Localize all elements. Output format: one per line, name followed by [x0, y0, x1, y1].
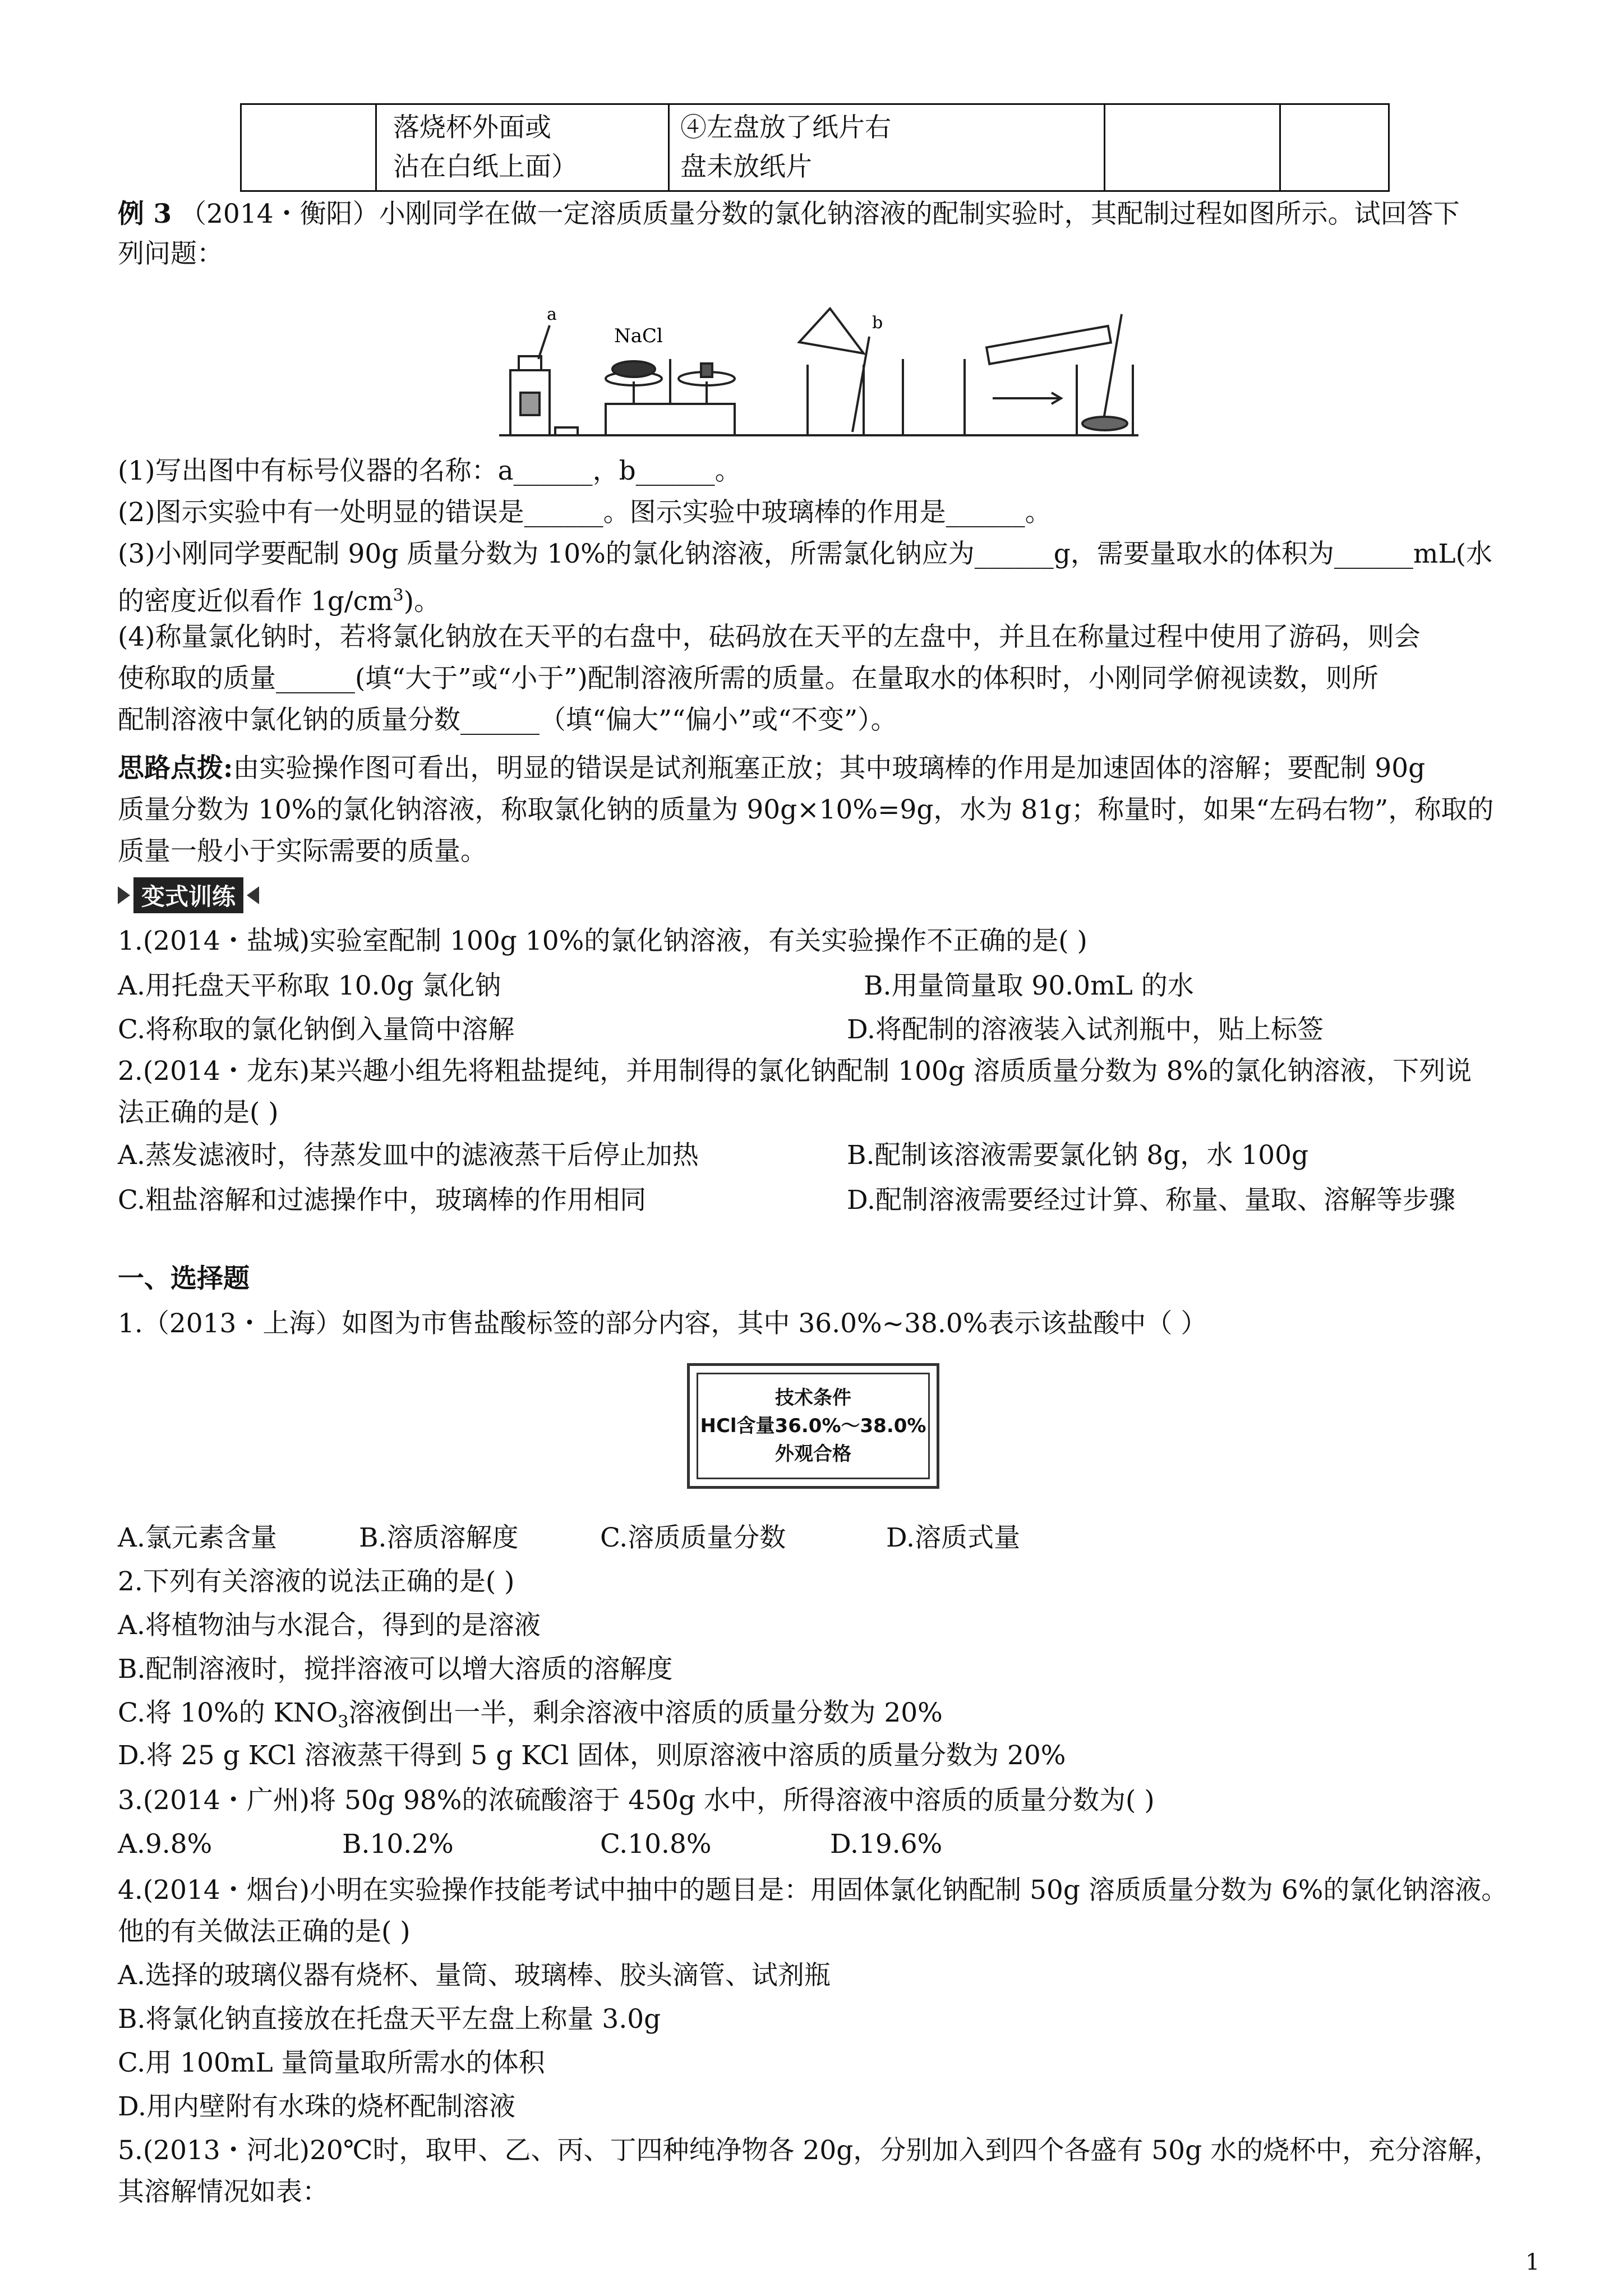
s1-q2: 2.下列有关溶液的说法正确的是( )	[118, 1566, 515, 1597]
hint: 思路点拨:由实验操作图可看出，明显的错误是试剂瓶塞正放；其中玻璃棒的作用是加速固体的溶解；要配制 90g	[118, 753, 1426, 784]
option: A.用托盘天平称取 10.0g 氯化钠	[118, 970, 501, 1001]
spoon-a	[538, 325, 550, 359]
balance	[606, 404, 735, 435]
variant-q2: 2.(2014・龙东)某兴趣小组先将粗盐提纯，并用制得的氯化钠配制 100g 溶质质量分数为 8%的氯化钠溶液，下列说	[118, 1056, 1472, 1087]
option: B.配制溶液时，搅拌溶液可以增大溶质的溶解度	[118, 1654, 673, 1685]
option: A.将植物油与水混合，得到的是溶液	[118, 1610, 541, 1641]
table-cell: ④左盘放了纸片右 盘未放纸片	[680, 112, 891, 182]
option: C.10.8%	[600, 1829, 712, 1860]
s1-q3: 3.(2014・广州)将 50g 98%的浓硫酸溶于 450g 水中，所得溶液中溶质的质量分数为( )	[118, 1785, 1155, 1816]
option: B.10.2%	[342, 1829, 454, 1860]
section-title: 一、选择题	[118, 1263, 250, 1294]
option: D.溶质式量	[886, 1522, 1020, 1553]
table-divider	[1279, 105, 1281, 190]
triangle-right-icon	[118, 886, 130, 904]
option: D.用内壁附有水珠的烧杯配制溶液	[118, 2091, 515, 2122]
s1-q4-cont: 他的有关做法正确的是( )	[118, 1916, 411, 1947]
variant-q2-cont: 法正确的是( )	[118, 1097, 279, 1128]
figure-label-a: a	[547, 305, 557, 324]
hint-label: 思路点拨:	[118, 753, 233, 784]
option: D.配制溶液需要经过计算、称量、量取、溶解等步骤	[847, 1185, 1455, 1216]
figure-label-nacl: NaCl	[614, 325, 663, 347]
glass-rod	[1102, 314, 1122, 429]
option: D.19.6%	[830, 1829, 943, 1860]
experiment-figure	[494, 303, 1144, 443]
variant-q1: 1.(2014・盐城)实验室配制 100g 10%的氯化钠溶液，有关实验操作不正确的是( )	[118, 926, 1087, 956]
option: C.用 100mL 量筒量取所需水的体积	[118, 2047, 545, 2078]
option: C.粗盐溶解和过滤操作中，玻璃棒的作用相同	[118, 1185, 647, 1216]
option: A.选择的玻璃仪器有烧杯、量筒、玻璃棒、胶头滴管、试剂瓶	[118, 1960, 831, 1991]
s1-q5-cont: 其溶解情况如表：	[118, 2177, 329, 2207]
top-table-fragment	[240, 103, 1390, 192]
example3-intro-cont: 列问题：	[118, 238, 223, 269]
beaker	[808, 365, 864, 435]
page-number: 1	[1525, 2249, 1540, 2275]
figure-label-b: b	[872, 313, 883, 333]
beaker	[903, 359, 965, 435]
example3-q4-cont: 使称取的质量______(填“大于”或“小于”)配制溶液所需的质量。在量取水的体积时，小刚同学俯视读数，则所	[118, 663, 1378, 694]
table-divider	[1104, 105, 1105, 190]
example3-q4-cont: 配制溶液中氯化钠的质量分数______（填“偏大”“偏小”或“不变”）。	[118, 705, 897, 735]
hcl-label-image: 技术条件 HCl含量36.0%～38.0% 外观合格	[687, 1363, 939, 1489]
option: B.溶质溶解度	[359, 1522, 519, 1553]
table-divider	[375, 105, 377, 190]
option: D.将 25 g KCl 溶液蒸干得到 5 g KCl 固体，则原溶液中溶质的质量分数为 20%	[118, 1740, 1066, 1771]
variant-training-tag: 变式训练	[118, 880, 259, 911]
option: A.9.8%	[118, 1829, 213, 1860]
option: D.将配制的溶液装入试剂瓶中，贴上标签	[847, 1014, 1324, 1045]
example3-q3-cont: 的密度近似看作 $1g/cm^3$)。	[118, 586, 441, 617]
measuring-cylinder	[986, 326, 1111, 364]
option: B.将氯化钠直接放在托盘天平左盘上称量 3.0g	[118, 2004, 661, 2035]
option: B.配制该溶液需要氯化钠 8g，水 100g	[847, 1140, 1309, 1171]
option: C.将 10%的 $KNO_3$溶液倒出一半，剩余溶液中溶质的质量分数为 20%	[118, 1697, 943, 1732]
s1-q5: 5.(2013・河北)20℃时，取甲、乙、丙、丁四种纯净物各 20g，分别加入到四个各盛有 50g 水的烧杯中，充分溶解，	[118, 2135, 1501, 2166]
hint-cont: 质量分数为 10%的氯化钠溶液，称取氯化钠的质量为 90g×10%=9g，水为 81g；称量时，如果“左码右物”，称取的	[118, 794, 1494, 825]
option: B.用量筒量取 90.0mL 的水	[864, 970, 1194, 1001]
example3-q2: (2)图示实验中有一处明显的错误是______。图示实验中玻璃棒的作用是______。	[118, 497, 1052, 528]
option: A.氯元素含量	[118, 1522, 277, 1553]
option: C.将称取的氯化钠倒入量筒中溶解	[118, 1014, 515, 1045]
triangle-left-icon	[247, 886, 259, 904]
option: C.溶质质量分数	[600, 1522, 786, 1553]
s1-q1: 1.（2013・上海）如图为市售盐酸标签的部分内容，其中 36.0%~38.0%表示该盐酸中（ ）	[118, 1308, 1207, 1339]
s1-q4: 4.(2014・烟台)小明在实验操作技能考试中抽中的题目是：用固体氯化钠配制 50g 溶质质量分数为 6%的氯化钠溶液。	[118, 1875, 1508, 1906]
example-label: 例 3	[118, 199, 172, 229]
table-divider	[668, 105, 670, 190]
example3-q3: (3)小刚同学要配制 90g 质量分数为 10%的氯化钠溶液，所需氯化钠应为______g，需要量取水的体积为______mL(水	[118, 539, 1492, 569]
hint-cont: 质量一般小于实际需要的质量。	[118, 836, 487, 867]
example3-q4: (4)称量氯化钠时，若将氯化钠放在天平的右盘中，砝码放在天平的左盘中，并且在称量过程中使用了游码，则会	[118, 622, 1421, 652]
table-cell: 落烧杯外面或 沾在白纸上面）	[393, 112, 578, 182]
example3-intro: 例 3 （2014・衡阳）小刚同学在做一定溶质质量分数的氯化钠溶液的配制实验时，其配制过程如图所示。试回答下	[118, 199, 1460, 229]
example3-q1: (1)写出图中有标号仪器的名称：a______，b______。	[118, 455, 741, 486]
option: A.蒸发滤液时，待蒸发皿中的滤液蒸干后停止加热	[118, 1140, 699, 1171]
